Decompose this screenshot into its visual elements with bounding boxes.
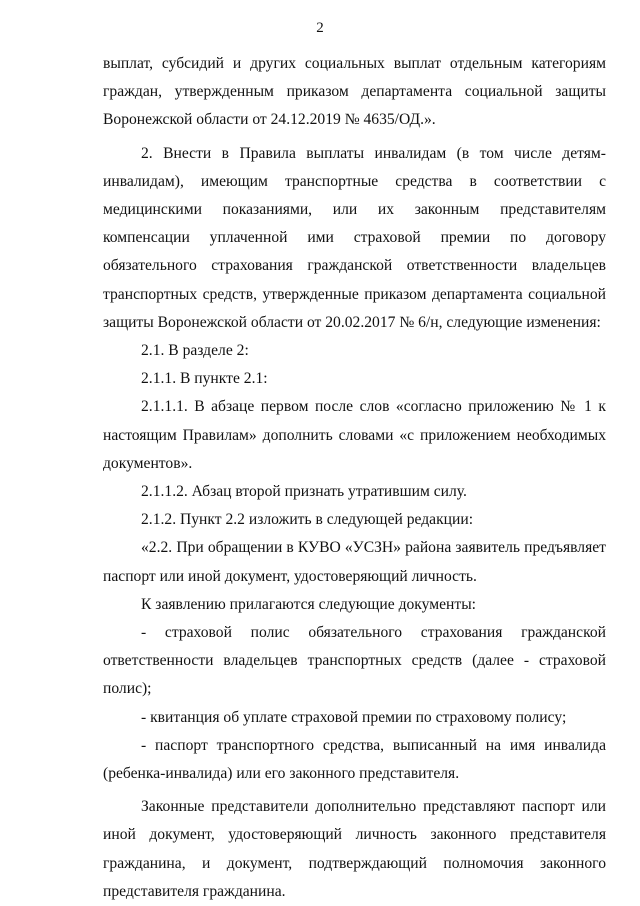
paragraph-item-2: 2. Внести в Правила выплаты инвалидам (в том числе детям-инвалидам), имеющим транспортные средства в соответствии с медицинскими показаниями, или их законным представителям компенсации уплаченной ими страховой премии по договору обязательного страхования гражданской ответственности владельцев транспортных средств, утвержденные приказом департамента социальной защиты Воронежской области от 20.02.2017 № 6/н, следующие изменения: bbox=[103, 144, 606, 331]
paragraph-item-2-1-1: 2.1.1. В пункте 2.1: bbox=[141, 370, 268, 388]
list-item-receipt: - квитанция об уплате страховой премии по страховому полису; bbox=[141, 708, 567, 726]
page-number: 2 bbox=[316, 20, 324, 36]
paragraph-quote-2-2: «2.2. При обращении в КУВО «УСЗН» района заявитель предъявляет паспорт или иной документ, удостоверяющий личность. bbox=[103, 539, 606, 585]
paragraph-item-2-1-2: 2.1.2. Пункт 2.2 изложить в следующей редакции: bbox=[141, 511, 474, 529]
paragraph-item-2-1-1-1: 2.1.1.1. В абзаце первом после слов «согласно приложению № 1 к настоящим Правилам» дополнить словами «с приложением необходимых документов». bbox=[103, 398, 606, 472]
list-item-insurance-policy: - страховой полис обязательного страхования гражданской ответственности владельцев транспортных средств (далее - страховой полис); bbox=[103, 624, 606, 698]
list-item-vehicle-passport: - паспорт транспортного средства, выписанный на имя инвалида (ребенка-инвалида) или его законного представителя. bbox=[103, 736, 606, 783]
paragraph-continuation: выплат, субсидий и других социальных выплат отдельным категориям граждан, утвержденным приказом департамента социальной защиты Воронежской области от 24.12.2019 № 4635/ОД.». bbox=[103, 55, 606, 129]
paragraph-item-2-1: 2.1. В разделе 2: bbox=[141, 342, 249, 360]
paragraph-documents-intro: К заявлению прилагаются следующие документы: bbox=[141, 595, 477, 613]
document-body bbox=[103, 50, 606, 906]
paragraph-item-2-1-1-2: 2.1.1.2. Абзац второй признать утратившим силу. bbox=[141, 483, 467, 501]
paragraph-legal-representatives: Законные представители дополнительно представляют паспорт или иной документ, удостоверяющий личность законного представителя гражданина, и документ, подтверждающий полномочия законного представителя гражданина. bbox=[103, 798, 606, 900]
